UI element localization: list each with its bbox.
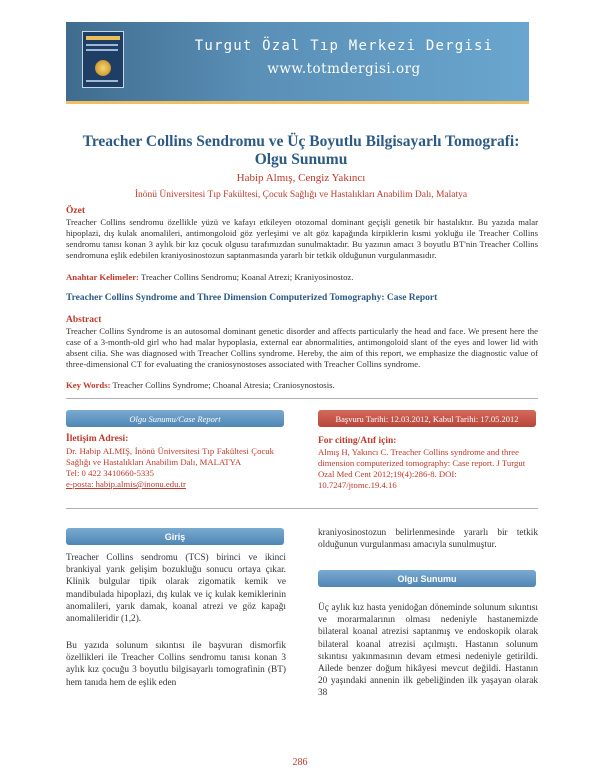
abstract-en-text: Treacher Collins Syndrome is an autosomal dominant genetic disorder and affects particularly the head and face. We present here the case of a 3-month-old girl who had malar hypoplasia, external ear abnormalities, antimongoloid slant of the eyes and lower lid with absent cilia. She was diagnosed with Treacher Collins syndrome. Hereby, the aim of this report, we emphasize the diagnostic value of three-dimensional CT for evaluating the craniosynostoses associated with Treacher Collins syndrome. bbox=[66, 326, 538, 369]
contact-phone: Tel: 0 422 3410660-5335 bbox=[66, 468, 154, 478]
contact-label: İletişim Adresi: bbox=[66, 434, 129, 444]
citation-label: For citing/Atıf için: bbox=[318, 436, 397, 446]
journal-name: Turgut Özal Tıp Merkezi Dergisi bbox=[194, 38, 494, 54]
cover-emblem-icon bbox=[95, 60, 111, 76]
keywords-tr-values: Treacher Collins Sendromu; Koanal Atrezi; Kraniyosinostoz. bbox=[140, 272, 354, 282]
cover-line bbox=[86, 80, 118, 82]
section-heading-intro: Giriş bbox=[66, 528, 284, 545]
article-title: Treacher Collins Sendromu ve Üç Boyutlu Bilgisayarlı Tomografi: Olgu Sunumu bbox=[82, 133, 520, 168]
cover-line bbox=[86, 49, 118, 51]
abstract-tr-text: Treacher Collins sendromu özellikle yüzü ve kafayı etkileyen otozomal dominant geçişli genetik bir hastalıktır. Bu yazıda malar hipoplazi, dış kulak anomalileri, antimongoloid göz yerleşimi ve alt göz kapağında kirpiklerin kısmi yokluğu ile Treacher Collins sendromu tanısı konan 3 aylık bir kız çocuk olgusu tarafımızdan sunulmaktadır. Bu yazının amacı 3 boyutlu BT'nin Treacher Collins sendromuna eşlik edebilen kraniyosinostozun saptanmasında yararlı bir tetkik olduğunun vurgulanmasıdır. bbox=[66, 217, 538, 260]
journal-url[interactable]: www.totmdergisi.org bbox=[267, 61, 421, 77]
intro-paragraph-2: Bu yazıda solunum sıkıntısı ile başvuran dismorfik özellikleri ile Treacher Collins sendromu tanısı konan 3 aylık kız çocuğu 3 boyutlu bilgisayarlı tomografinin (BT) hem tanıda hem de eşlik eden bbox=[66, 641, 286, 688]
article-authors: Habip Almış, Cengiz Yakıncı bbox=[236, 172, 366, 184]
article-affiliation: İnönü Üniversitesi Tıp Fakültesi, Çocuk Sağlığı ve Hastalıkları Anabilim Dalı, Malatya bbox=[134, 190, 468, 200]
keywords-tr-label: Anahtar Kelimeler: bbox=[66, 272, 139, 282]
cover-title-strip bbox=[86, 36, 120, 40]
case-paragraph-1: Üç aylık kız hasta yenidoğan döneminde solunum sıkıntısı ve morarmalarının olması nedeniyle hastanemizde bilateral koanal atrezisi saptanmış ve endoskopik olarak bilateral koanal atrezisi açılmıştı. Hastanın solunum sıkıntısı yakınmasının devam etmesi nedeniyle getirildi. Ailede benzer doğum hikâyesi mevcut değildi. Hastanın 20 yaşındaki annenin ilk gebeliğinden ilk yaşayan olarak 38 bbox=[318, 603, 538, 699]
article-type-badge: Olgu Sunumu/Case Report bbox=[66, 410, 284, 427]
section-divider bbox=[66, 508, 538, 509]
abstract-tr-label: Özet bbox=[66, 206, 85, 216]
section-divider bbox=[66, 398, 538, 399]
page-number: 286 bbox=[292, 757, 308, 768]
keywords-tr bbox=[66, 272, 538, 282]
case-intro-continuation: kraniyosinostozun belirlenmesinde yararlı bir tetkik olduğunun vurgulanması amacıyla sunulmuştur. bbox=[318, 528, 538, 551]
keywords-en-label: Key Words: bbox=[66, 380, 111, 390]
cover-line bbox=[86, 44, 118, 46]
contact-block bbox=[66, 446, 274, 490]
contact-address: Dr. Habip ALMIŞ, İnönü Üniversitesi Tıp Fakültesi Çocuk Sağlığı ve Hastalıkları Anabilim Dalı, MALATYA bbox=[66, 446, 274, 467]
journal-cover-thumbnail bbox=[82, 31, 124, 88]
contact-email[interactable]: e-posta: habip.almis@inonu.edu.tr bbox=[66, 479, 186, 489]
citation-text: Almış H, Yakıncı C. Treacher Collins syndrome and three dimension computerized tomography: Case report. J Turgut Ozal Med Cent 2012;19(4):286-8. DOI: 10.7247/jtomc.19.4.16 bbox=[318, 447, 526, 490]
section-heading-case: Olgu Sunumu bbox=[318, 570, 536, 587]
keywords-en-values: Treacher Collins Syndrome; Choanal Atresia; Craniosynostosis. bbox=[112, 380, 335, 390]
abstract-en-label: Abstract bbox=[66, 315, 102, 325]
intro-paragraph-1: Treacher Collins sendromu (TCS) birinci ve ikinci brankiyal yarık gelişim bozukluğu sonucu ortaya çıkar. Klinik bulgular tipik olarak zigomatik kemik ve mandibulada hipoplazi, dış kulak ve iç kulak kemiklerinin anomalileri, yarık damak, koanal atrezi ve göz kapağı anomalileridir (1,2). bbox=[66, 553, 286, 625]
keywords-en bbox=[66, 380, 538, 390]
abstract-en-title: Treacher Collins Syndrome and Three Dimension Computerized Tomography: Case Report bbox=[66, 293, 438, 303]
submission-dates-badge: Başvuru Tarihi: 12.03.2012, Kabul Tarihi: 17.05.2012 bbox=[318, 410, 536, 427]
